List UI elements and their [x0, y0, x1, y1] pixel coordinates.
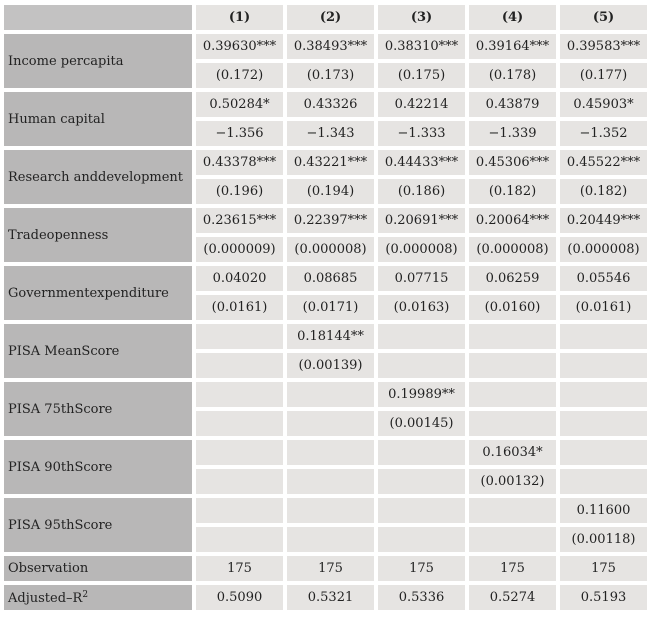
coefficient-cell: 0.38310*** [378, 34, 465, 59]
coefficient-cell [560, 324, 647, 349]
column-header: (2) [287, 5, 374, 30]
coefficient-cell: 0.11600 [560, 498, 647, 523]
standard-error-cell: (0.172) [196, 63, 283, 88]
header-row [4, 5, 647, 30]
column-header: (1) [196, 5, 283, 30]
coefficient-cell: 0.42214 [378, 92, 465, 117]
variable-label: Governmentexpenditure [4, 266, 192, 320]
coefficient-cell: 0.45903* [560, 92, 647, 117]
standard-error-cell: −1.339 [469, 121, 556, 146]
coefficient-cell [469, 382, 556, 407]
standard-error-cell: (0.00139) [287, 353, 374, 378]
column-header: (3) [378, 5, 465, 30]
coefficient-row [4, 498, 647, 523]
standard-error-cell: (0.0161) [560, 295, 647, 320]
coefficient-cell: 0.20449*** [560, 208, 647, 233]
adjusted-r2-label: Adjusted–R [8, 590, 83, 606]
coefficient-cell [469, 324, 556, 349]
standard-error-cell [378, 353, 465, 378]
standard-error-cell: (0.000008) [469, 237, 556, 262]
standard-error-cell: (0.000008) [378, 237, 465, 262]
regression-table [0, 1, 651, 614]
coefficient-cell: 0.43378*** [196, 150, 283, 175]
observation-cell: 175 [378, 556, 465, 581]
coefficient-cell: 0.39630*** [196, 34, 283, 59]
standard-error-cell [287, 527, 374, 552]
variable-label: PISA MeanScore [4, 324, 192, 378]
column-header: (5) [560, 5, 647, 30]
standard-error-cell [378, 469, 465, 494]
variable-label: Human capital [4, 92, 192, 146]
standard-error-cell [378, 527, 465, 552]
header-corner-cell [4, 5, 192, 30]
standard-error-cell: (0.0163) [378, 295, 465, 320]
coefficient-cell: 0.19989** [378, 382, 465, 407]
coefficient-cell: 0.43879 [469, 92, 556, 117]
standard-error-cell [196, 353, 283, 378]
adjusted-r2-cell: 0.5336 [378, 585, 465, 610]
standard-error-cell [196, 469, 283, 494]
standard-error-cell: (0.196) [196, 179, 283, 204]
coefficient-cell: 0.44433*** [378, 150, 465, 175]
observation-cell: 175 [196, 556, 283, 581]
standard-error-cell: (0.173) [287, 63, 374, 88]
coefficient-cell: 0.50284* [196, 92, 283, 117]
observation-cell: 175 [469, 556, 556, 581]
coefficient-cell [469, 498, 556, 523]
coefficient-cell: 0.06259 [469, 266, 556, 291]
standard-error-cell: (0.182) [469, 179, 556, 204]
standard-error-cell: (0.00118) [560, 527, 647, 552]
coefficient-cell [287, 498, 374, 523]
coefficient-cell [560, 440, 647, 465]
coefficient-cell: 0.45306*** [469, 150, 556, 175]
coefficient-cell: 0.18144** [287, 324, 374, 349]
coefficient-cell: 0.39583*** [560, 34, 647, 59]
coefficient-row [4, 34, 647, 59]
coefficient-cell [196, 324, 283, 349]
coefficient-row [4, 150, 647, 175]
standard-error-cell: (0.0161) [196, 295, 283, 320]
coefficient-cell: 0.39164*** [469, 34, 556, 59]
coefficient-cell [378, 324, 465, 349]
standard-error-cell [560, 469, 647, 494]
coefficient-row [4, 208, 647, 233]
standard-error-cell: (0.186) [378, 179, 465, 204]
coefficient-cell: 0.22397*** [287, 208, 374, 233]
coefficient-cell: 0.43221*** [287, 150, 374, 175]
coefficient-cell [378, 440, 465, 465]
standard-error-cell: (0.0160) [469, 295, 556, 320]
variable-label: PISA 90thScore [4, 440, 192, 494]
coefficient-row [4, 92, 647, 117]
observation-label: Observation [4, 556, 192, 581]
variable-label: Research anddevelopment [4, 150, 192, 204]
regression-table-container [4, 5, 647, 610]
coefficient-cell [196, 440, 283, 465]
standard-error-cell: −1.333 [378, 121, 465, 146]
column-header: (4) [469, 5, 556, 30]
variable-label: PISA 75thScore [4, 382, 192, 436]
standard-error-cell: −1.352 [560, 121, 647, 146]
adjusted-r2-row [4, 585, 647, 610]
standard-error-cell: (0.194) [287, 179, 374, 204]
adjusted-r2-cell: 0.5274 [469, 585, 556, 610]
coefficient-cell: 0.05546 [560, 266, 647, 291]
coefficient-cell [196, 498, 283, 523]
variable-label: PISA 95thScore [4, 498, 192, 552]
standard-error-cell: (0.00145) [378, 411, 465, 436]
coefficient-cell: 0.38493*** [287, 34, 374, 59]
coefficient-cell: 0.43326 [287, 92, 374, 117]
standard-error-cell: (0.177) [560, 63, 647, 88]
standard-error-cell [469, 411, 556, 436]
standard-error-cell: (0.00132) [469, 469, 556, 494]
coefficient-cell: 0.45522*** [560, 150, 647, 175]
coefficient-row [4, 440, 647, 465]
standard-error-cell: −1.343 [287, 121, 374, 146]
coefficient-cell [287, 382, 374, 407]
coefficient-cell: 0.16034* [469, 440, 556, 465]
coefficient-cell [196, 382, 283, 407]
coefficient-row [4, 324, 647, 349]
observation-row [4, 556, 647, 581]
coefficient-cell [287, 440, 374, 465]
standard-error-cell [469, 353, 556, 378]
standard-error-cell [560, 353, 647, 378]
observation-cell: 175 [287, 556, 374, 581]
standard-error-cell [287, 469, 374, 494]
standard-error-cell: (0.0171) [287, 295, 374, 320]
variable-label: Tradeopenness [4, 208, 192, 262]
standard-error-cell: (0.000008) [287, 237, 374, 262]
standard-error-cell: −1.356 [196, 121, 283, 146]
standard-error-cell: (0.000009) [196, 237, 283, 262]
adjusted-r2-superscript: 2 [82, 589, 89, 600]
adjusted-r2-cell: 0.5321 [287, 585, 374, 610]
coefficient-row [4, 382, 647, 407]
coefficient-cell: 0.04020 [196, 266, 283, 291]
standard-error-cell: (0.178) [469, 63, 556, 88]
coefficient-row [4, 266, 647, 291]
coefficient-cell: 0.23615*** [196, 208, 283, 233]
coefficient-cell: 0.20064*** [469, 208, 556, 233]
standard-error-cell [287, 411, 374, 436]
adjusted-r2-label-cell [4, 585, 192, 610]
variable-label: Income percapita [4, 34, 192, 88]
adjusted-r2-cell: 0.5193 [560, 585, 647, 610]
standard-error-cell: (0.182) [560, 179, 647, 204]
standard-error-cell: (0.000008) [560, 237, 647, 262]
observation-cell: 175 [560, 556, 647, 581]
standard-error-cell [469, 527, 556, 552]
coefficient-cell [378, 498, 465, 523]
coefficient-cell: 0.07715 [378, 266, 465, 291]
adjusted-r2-cell: 0.5090 [196, 585, 283, 610]
standard-error-cell: (0.175) [378, 63, 465, 88]
standard-error-cell [196, 411, 283, 436]
coefficient-cell: 0.20691*** [378, 208, 465, 233]
coefficient-cell [560, 382, 647, 407]
standard-error-cell [196, 527, 283, 552]
standard-error-cell [560, 411, 647, 436]
coefficient-cell: 0.08685 [287, 266, 374, 291]
